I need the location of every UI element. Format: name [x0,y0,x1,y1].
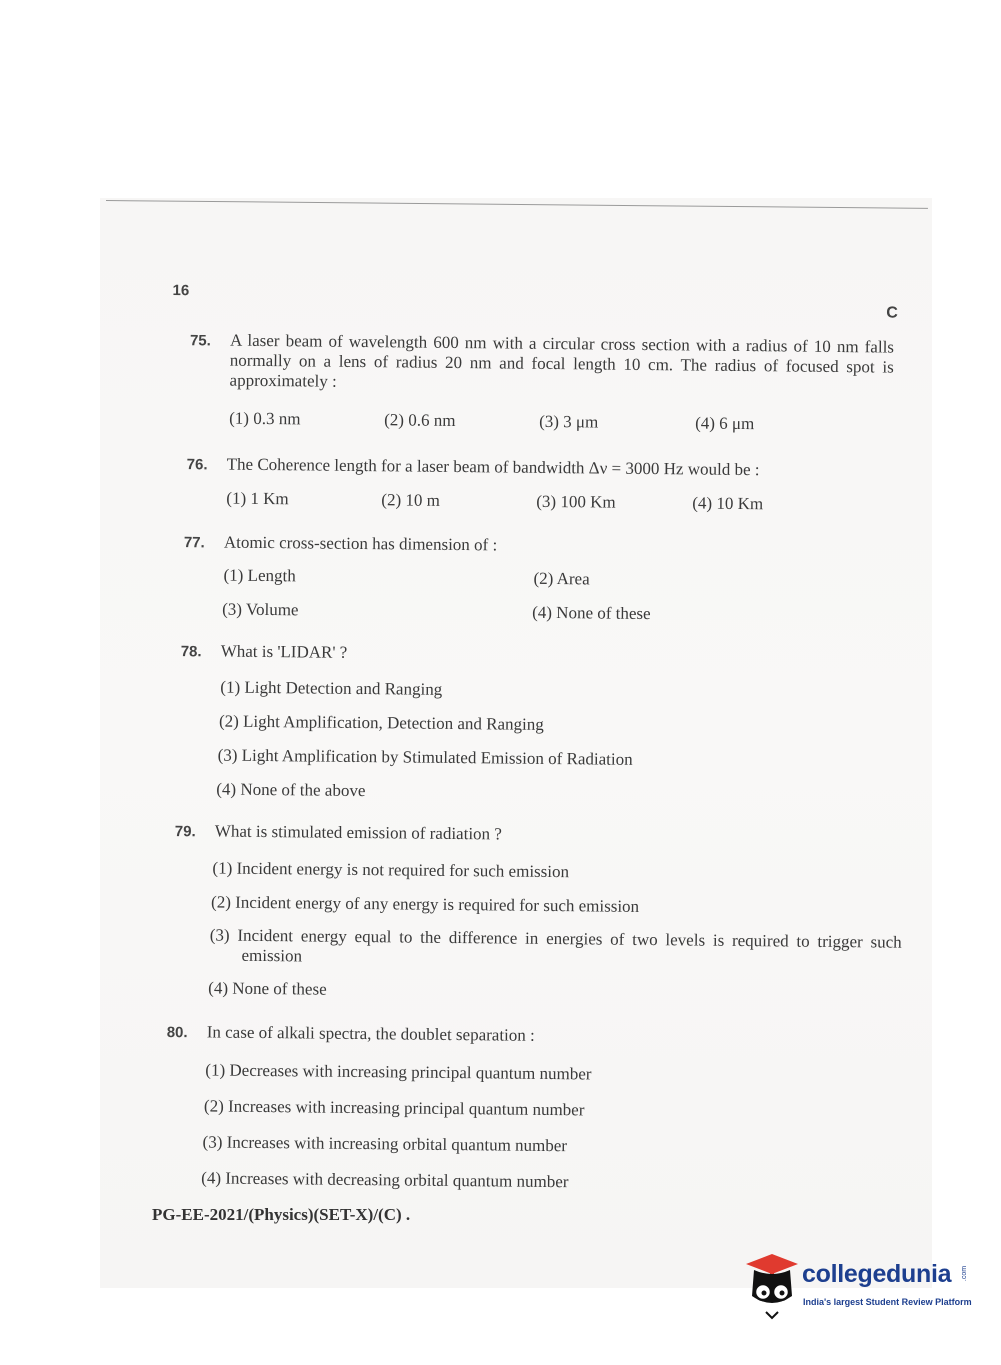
option-79-2: (2) Incident energy of any energy is required for such emission [211,892,640,916]
option-77-2: (2) Area [533,568,590,589]
question-number: 76. [186,456,208,474]
option-75-2: (2) 0.6 nm [384,410,456,430]
brand-tagline: India's largest Student Review Platform [803,1297,972,1307]
paper-code-footer: PG-EE-2021/(Physics)(SET-X)/(C) . [152,1205,411,1224]
option-77-3: (3) Volume [222,599,299,620]
question-number: 75. [189,332,211,350]
page-number: 16 [172,282,190,300]
question-text: What is stimulated emission of radiation ? [214,821,503,844]
question-number: 79. [174,823,196,841]
option-75-1: (1) 0.3 nm [229,408,301,429]
option-75-4: (4) 6 μm [695,413,755,434]
question-79 [174,821,875,844]
question-78 [180,641,881,662]
question-text: In case of alkali spectra, the doublet separation : [206,1022,535,1045]
question-text: A laser beam of wavelength 600 nm with a circular cross section with a radius of 10 nm falls normally on a lens of radius 20 nm and focal length 10 cm. The radius of focused spot is approximately : [229,330,895,391]
option-78-3: (3) Light Amplification by Stimulated Emission of Radiation [217,745,633,769]
option-80-1: (1) Decreases with increasing principal quantum number [205,1060,592,1084]
question-text: Atomic cross-section has dimension of : [223,532,498,555]
question-76 [186,454,887,480]
option-75-3: (3) 3 μm [539,411,599,432]
question-number: 78. [180,643,202,661]
set-code: C [886,304,898,322]
question-text: What is 'LIDAR' ? [220,641,348,662]
brand-suffix: .com [961,1265,969,1282]
collegedunia-watermark[interactable] [742,1252,972,1322]
option-78-2: (2) Light Amplification, Detection and Ranging [218,711,544,734]
option-80-2: (2) Increases with increasing principal quantum number [203,1096,585,1120]
option-78-4: (4) None of the above [216,779,366,801]
question-number: 77. [183,534,205,552]
question-80 [166,1022,867,1045]
option-79-1: (1) Incident energy is not required for such emission [212,858,570,882]
option-76-3: (3) 100 Km [536,491,616,512]
option-77-1: (1) Length [223,565,296,586]
mascot-logo-icon [742,1252,804,1322]
option-79-4: (4) None of these [208,978,327,999]
option-77-4: (4) None of these [532,602,651,624]
option-80-4: (4) Increases with decreasing orbital quantum number [201,1168,569,1192]
option-80-3: (3) Increases with increasing orbital quantum number [202,1132,568,1156]
option-76-2: (2) 10 m [381,490,440,510]
option-76-4: (4) 10 Km [692,493,764,514]
option-76-1: (1) 1 Km [226,488,289,509]
question-text: The Coherence length for a laser beam of bandwidth Δν = 3000 Hz would be : [226,454,760,480]
question-number: 80. [166,1024,188,1042]
question-75 [189,330,895,391]
option-79-3 [209,925,901,972]
question-77 [183,532,884,555]
brand-name: collegedunia [802,1260,952,1288]
option-78-1: (1) Light Detection and Ranging [220,677,443,699]
option-79-3-text: (3) Incident energy equal to the difference in energies of two levels is required to trigger such emission [209,925,902,966]
